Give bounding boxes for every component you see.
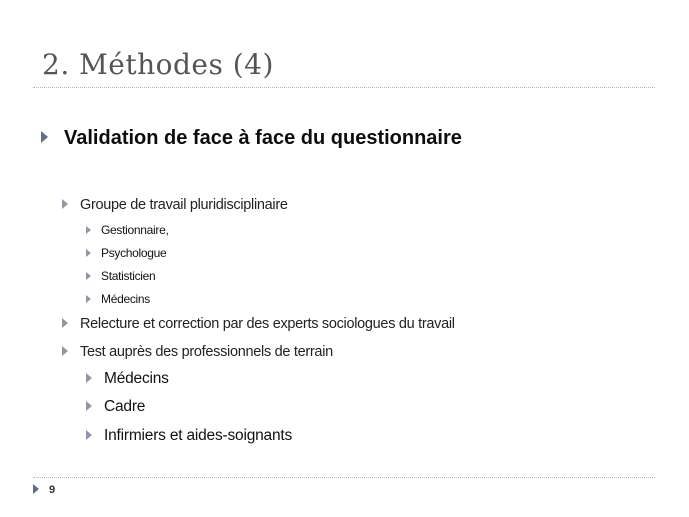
- group-member: [86, 269, 155, 283]
- sub-bullet-text: Test auprès des professionnels de terrain: [80, 344, 333, 360]
- bullet-arrow-icon: [62, 346, 68, 356]
- title-divider: [33, 87, 655, 88]
- test-member: [86, 398, 145, 416]
- group-member: [86, 223, 168, 237]
- bullet-arrow-icon: [86, 249, 91, 257]
- sub-bullet-text: Groupe de travail pluridisciplinaire: [80, 197, 288, 213]
- test-member: [86, 427, 292, 445]
- bullet-arrow-icon: [86, 401, 92, 411]
- bullet-arrow-icon: [86, 373, 92, 383]
- test-member: [86, 370, 169, 388]
- bullet-arrow-icon: [86, 272, 91, 280]
- group-member: [86, 246, 166, 260]
- sub-bullet-text: Relecture et correction par des experts sociologues du travail: [80, 316, 455, 332]
- main-bullet-text: Validation de face à face du questionnaire: [64, 127, 462, 149]
- sub-bullet-group: [62, 197, 288, 213]
- footer-arrow-icon: [33, 484, 39, 494]
- group-member-text: Gestionnaire,: [101, 223, 169, 237]
- bullet-arrow-icon: [86, 295, 91, 303]
- footer-divider: [33, 477, 655, 478]
- slide-footer: [33, 484, 55, 496]
- main-bullet: [41, 127, 462, 150]
- group-member-text: Statisticien: [101, 269, 156, 283]
- test-member-text: Infirmiers et aides-soignants: [104, 427, 293, 444]
- sub-bullet-test: [62, 344, 333, 360]
- bullet-arrow-icon: [41, 131, 48, 143]
- test-member-text: Médecins: [104, 370, 169, 387]
- test-member-text: Cadre: [104, 398, 146, 415]
- group-member-text: Médecins: [101, 292, 150, 306]
- bullet-arrow-icon: [62, 199, 68, 209]
- bullet-arrow-icon: [86, 430, 92, 440]
- group-member-text: Psychologue: [101, 246, 167, 260]
- slide-title: 2. Méthodes (4): [42, 48, 274, 81]
- sub-bullet-review: [62, 316, 455, 332]
- group-member: [86, 292, 150, 306]
- bullet-arrow-icon: [86, 226, 91, 234]
- bullet-arrow-icon: [62, 318, 68, 328]
- page-number: 9: [49, 484, 56, 496]
